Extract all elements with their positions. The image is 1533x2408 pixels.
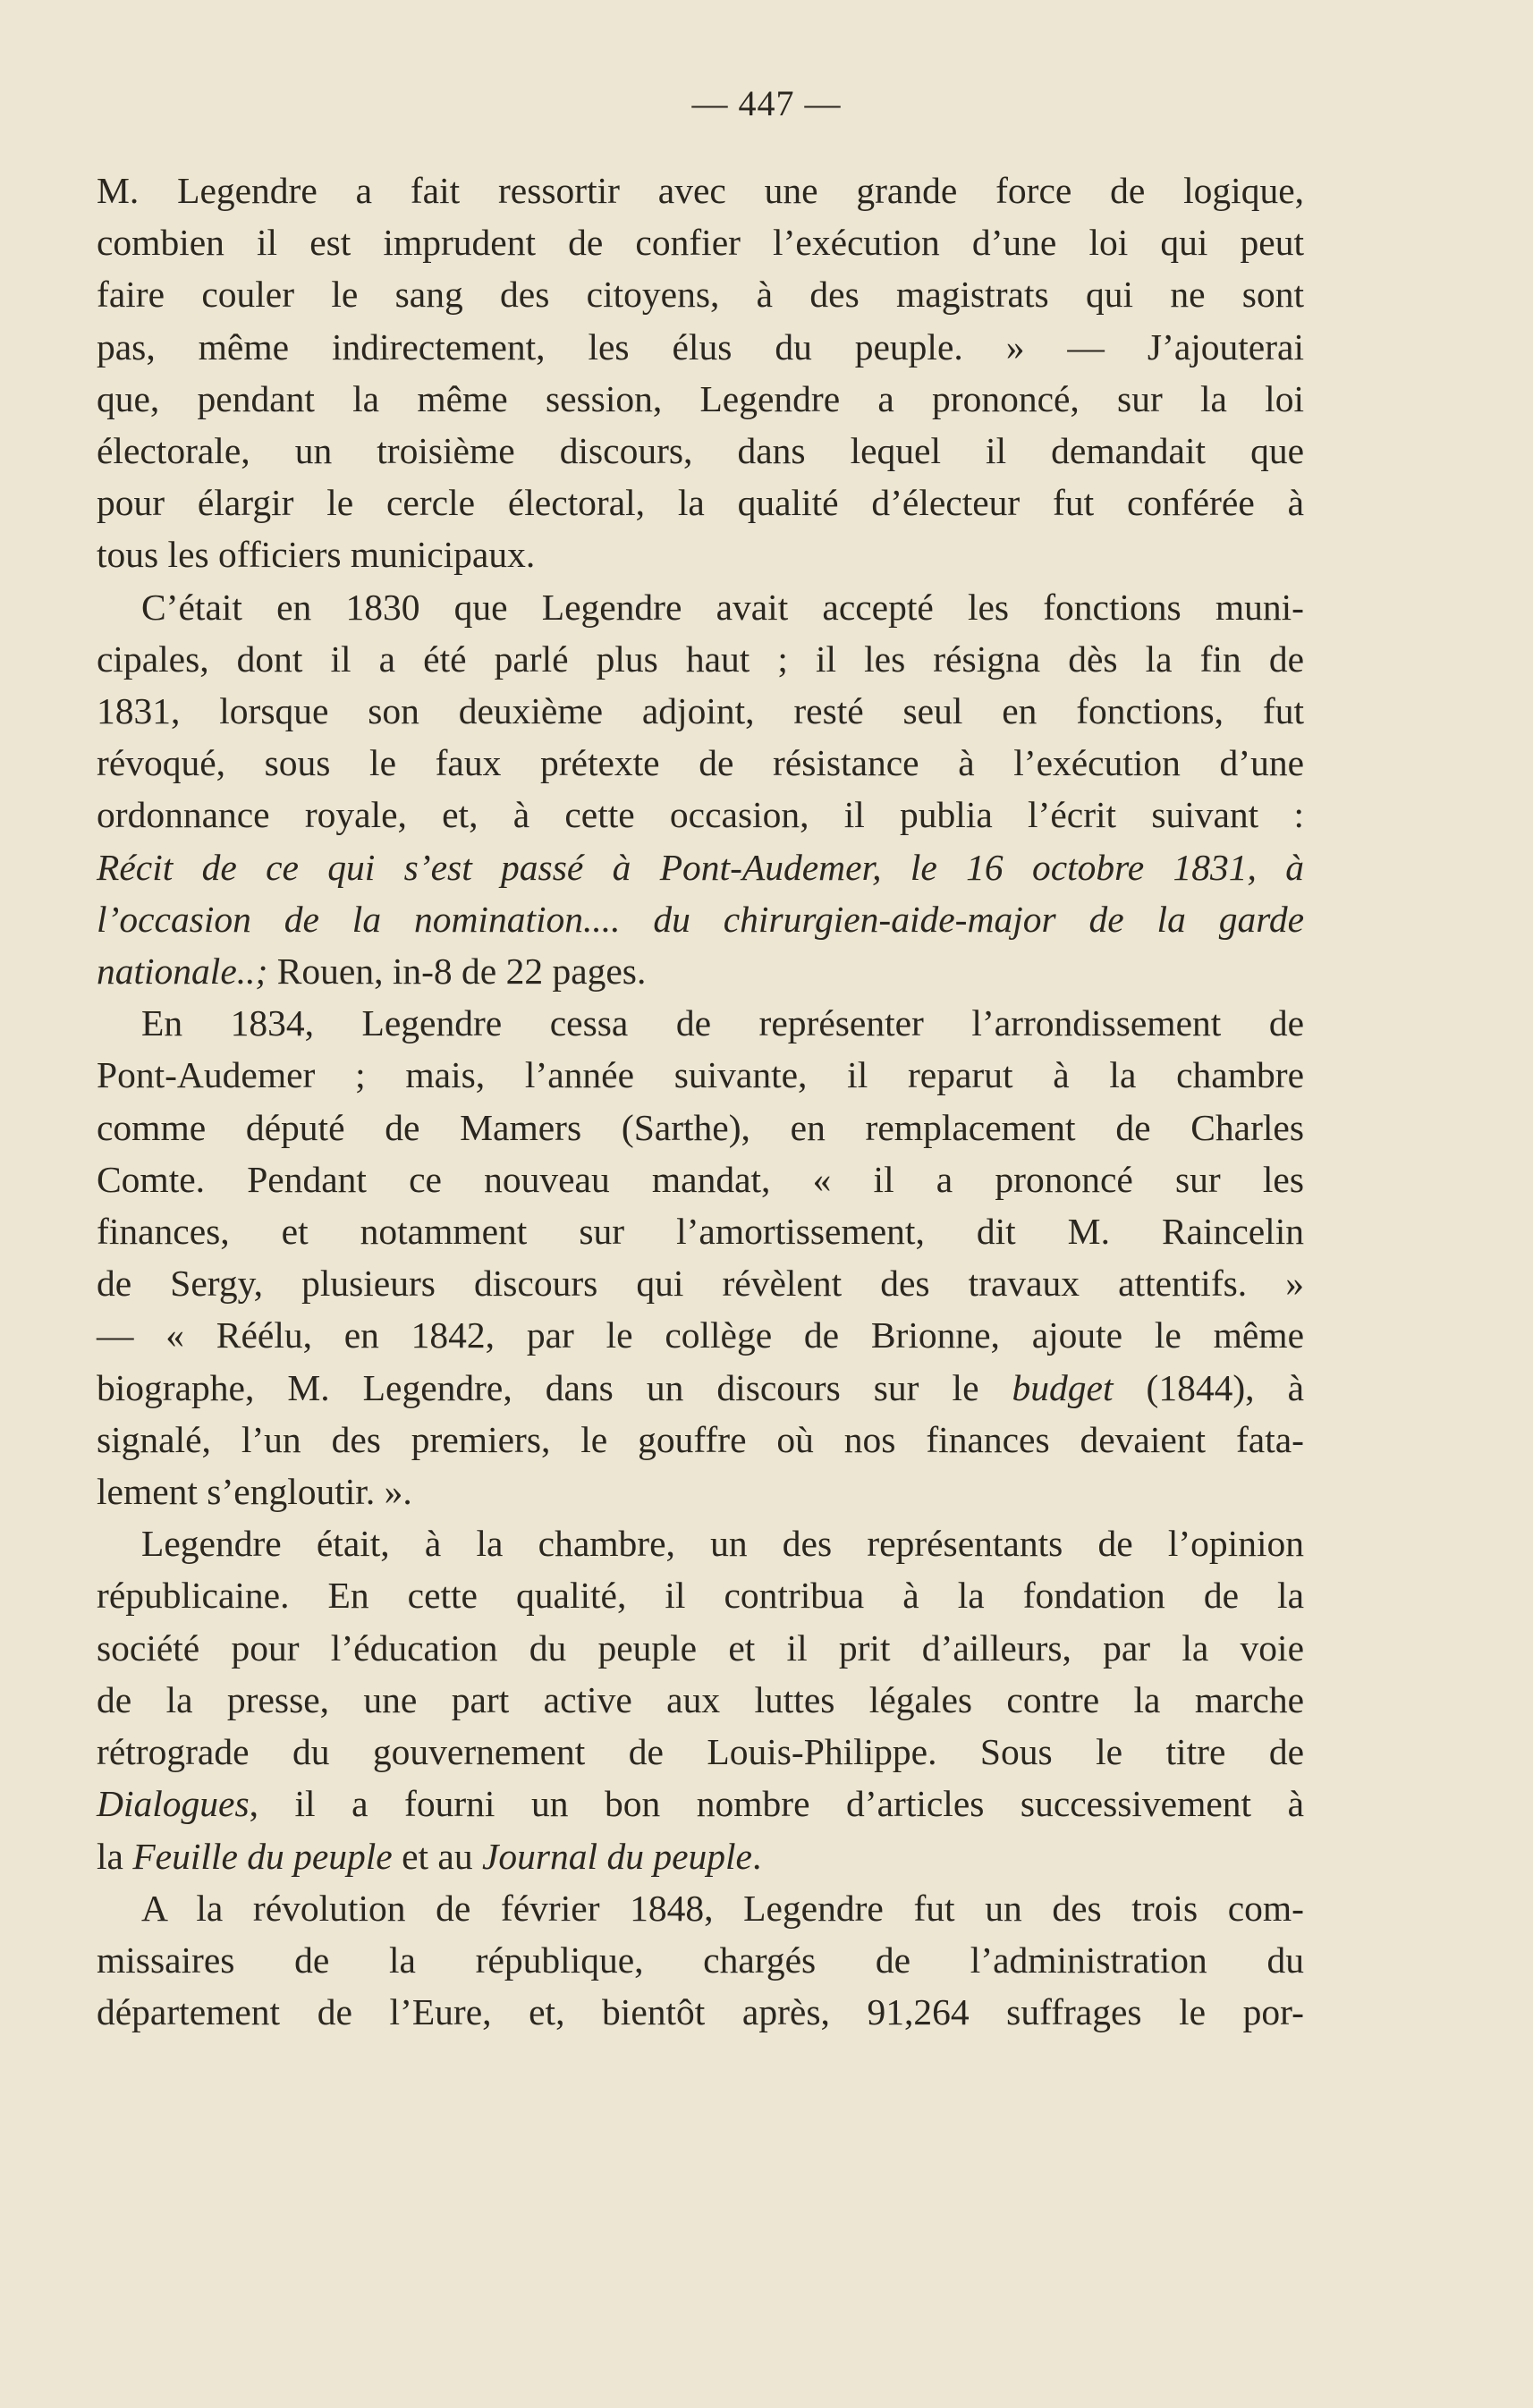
italic-title: Dialogues [97,1783,250,1825]
text-line: Legendre était, à la chambre, un des représentants de l’opinion [141,1523,1304,1565]
text-line: de Sergy, plusieurs discours qui révèlent des travaux attentifs. » [97,1263,1304,1305]
text-fragment: (1844), à [1113,1366,1304,1408]
text-fragment: et au [392,1835,482,1877]
text-line: missaires de la république, chargés de l’administration du [97,1939,1304,1981]
text-line: lement s’engloutir. ». [97,1471,412,1513]
text-line: 1831, lorsque son deuxième adjoint, resté seul en fonctions, fut [97,690,1304,732]
text-line: pas, même indirectement, les élus du peuple. » — J’ajouterai [97,325,1304,368]
italic-title: nationale..; [97,951,268,993]
text-line: finances, et notamment sur l’amortissement, dit M. Raincelin [97,1211,1304,1253]
text-line: faire couler le sang des citoyens, à des magistrats qui ne sont [97,274,1304,316]
text-line: rétrograde du gouvernement de Louis-Philippe. Sous le titre de [97,1731,1304,1773]
publication-info: Rouen, in-8 de 22 pages. [267,951,647,993]
text-line: républicaine. En cette qualité, il contribua à la fondation de la [97,1575,1304,1617]
text-fragment: . [751,1835,762,1877]
italic-title: Récit de ce qui s’est passé à Pont-Audemer, le 16 octobre 1831, à [97,846,1304,888]
text-line: cipales, dont il a été parlé plus haut ; il les résigna dès la fin de [97,638,1304,680]
text-line [97,945,1304,997]
text-line: département de l’Eure, et, bientôt après, 91,264 suffrages le por- [97,1991,1304,2033]
text-line: de la presse, une part active aux luttes légales contre la marche [97,1678,1304,1720]
text-line: révoqué, sous le faux prétexte de résistance à l’exécution d’une [97,742,1304,784]
text-line: ordonnance royale, et, à cette occasion, il publia l’écrit suivant : [97,794,1304,836]
text-line [97,1778,1304,1829]
text-line: combien il est imprudent de confier l’exécution d’une loi qui peut [97,222,1304,264]
text-line: société pour l’éducation du peuple et il prit d’ailleurs, par la voie [97,1626,1304,1669]
page-number: — 447 — [691,83,842,123]
text-fragment: biographe, M. Legendre, dans un discours sur le [97,1366,1012,1408]
text-line: Comte. Pendant ce nouveau mandat, « il a prononcé sur les [97,1158,1304,1200]
paragraph-1 [97,165,1304,581]
text-line: A la révolution de février 1848, Legendre fut un des trois com- [141,1887,1304,1929]
text-line: pour élargir le cercle électoral, la qualité d’électeur fut conférée à [97,482,1304,524]
text-line: Pont-Audemer ; mais, l’année suivante, il reparut à la chambre [97,1054,1304,1096]
text-line: C’était en 1830 que Legendre avait accepté les fonctions muni- [141,586,1304,628]
text-line: — « Réélu, en 1842, par le collège de Brionne, ajoute le même [97,1314,1304,1356]
italic-title: l’occasion de la nomination.... du chirurgien-aide-major de la garde [97,898,1304,940]
text-line [97,841,1304,893]
paragraph-2 [97,581,1304,998]
text-line: En 1834, Legendre cessa de représenter l’arrondissement de [141,1002,1304,1044]
text-line: signalé, l’un des premiers, le gouffre où nos finances devaient fata- [97,1418,1304,1460]
text-line: tous les officiers municipaux. [97,534,536,576]
text-line [97,1830,1304,1882]
text-line: M. Legendre a fait ressortir avec une grande force de logique, [97,170,1304,211]
italic-title: Feuille du peuple [132,1835,393,1877]
body-text [97,165,1304,2038]
paragraph-3 [97,997,1304,1517]
text-line: comme député de Mamers (Sarthe), en remplacement de Charles [97,1106,1304,1148]
italic-word: budget [1012,1366,1114,1408]
text-line: électorale, un troisième discours, dans lequel il demandait que [97,430,1304,472]
paragraph-4 [97,1517,1304,1881]
text-fragment: la [97,1835,133,1877]
text-line: que, pendant la même session, Legendre a prononcé, sur la loi [97,377,1304,419]
text-fragment: , il a fourni un bon nombre d’articles successivement à [249,1783,1304,1825]
text-line [97,1362,1304,1414]
italic-title: Journal du peuple [481,1835,752,1877]
paragraph-5 [97,1882,1304,2039]
text-line [97,893,1304,945]
